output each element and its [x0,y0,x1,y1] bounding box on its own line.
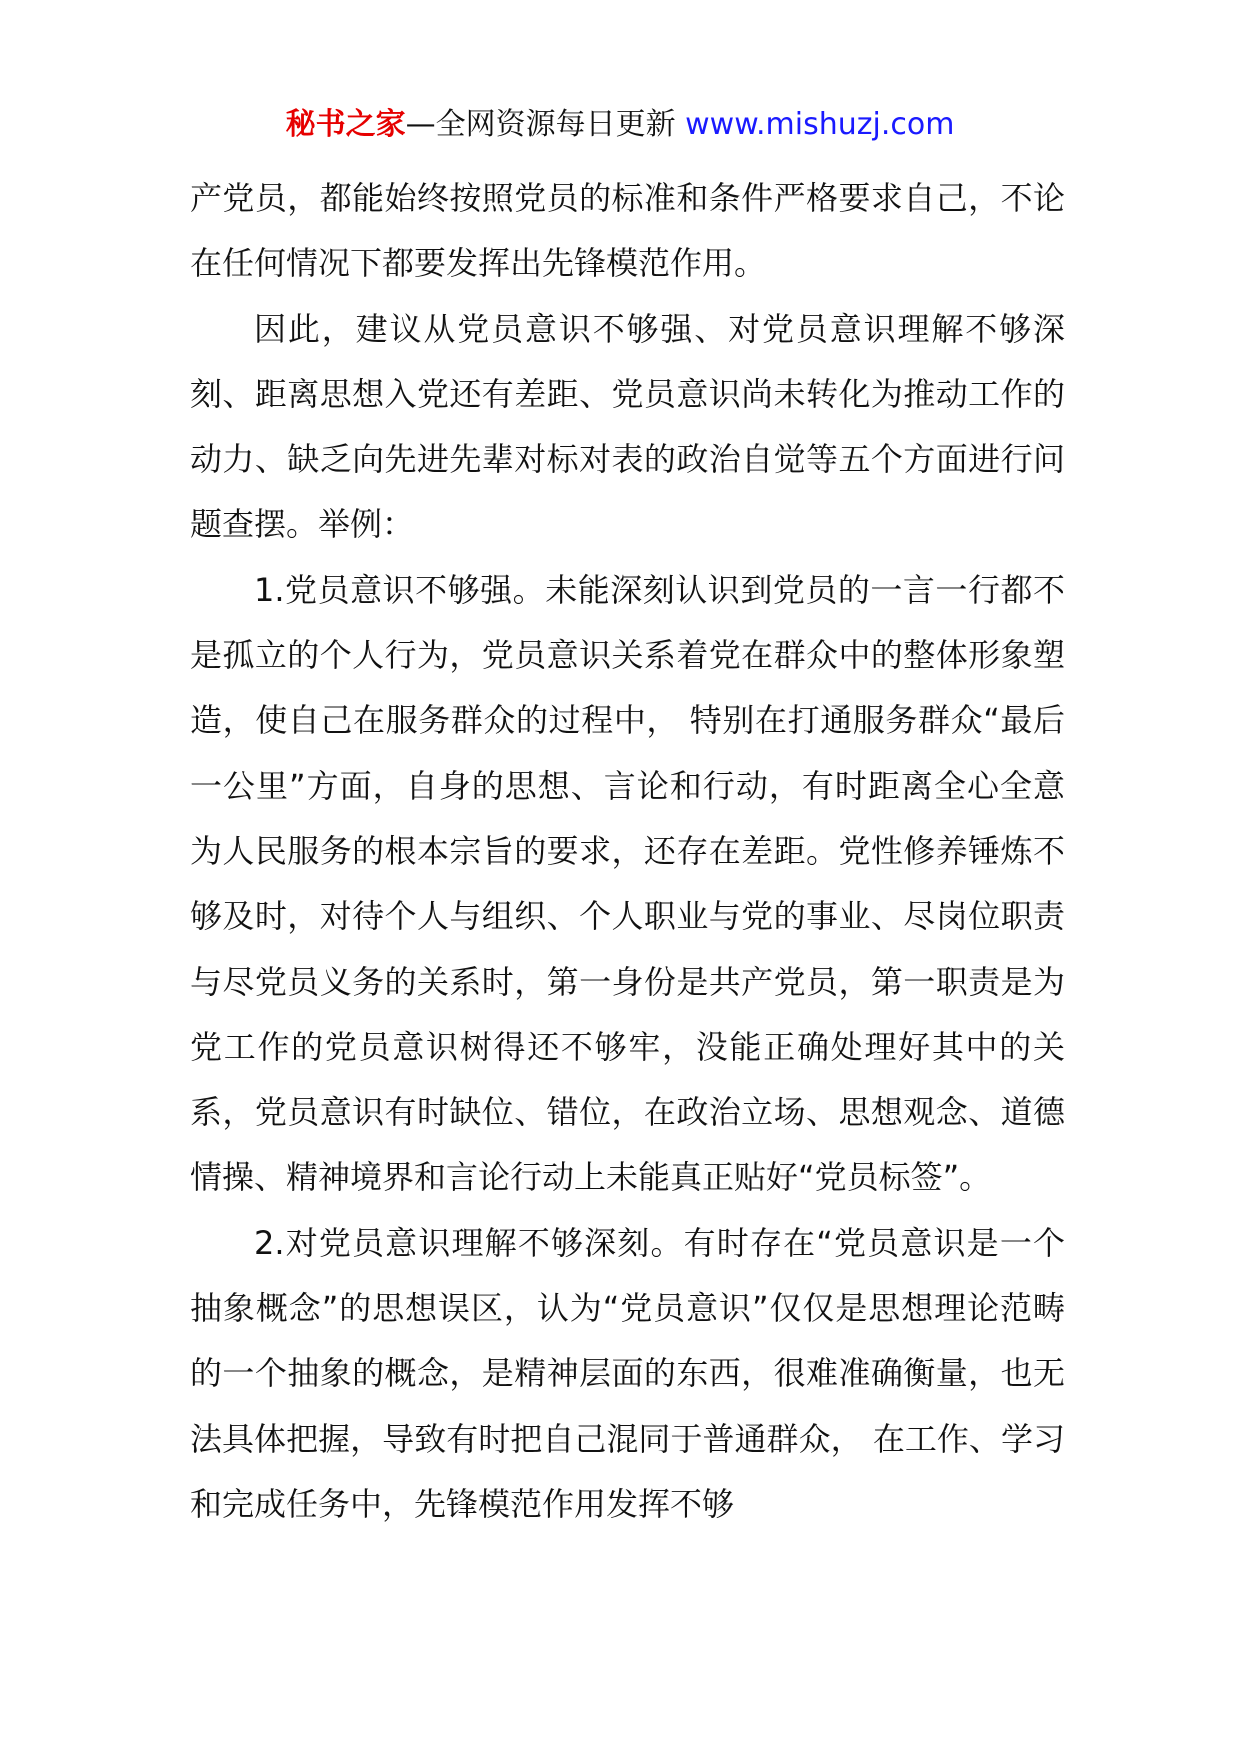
paragraph-item-2: 2.对党员意识理解不够深刻。有时存在“党员意识是一个抽象概念”的思想误区，认为“党员意识”仅仅是思想理论范畴的一个抽象的概念，是精神层面的东西，很难准确衡量，也无法具体把握，导致有时把自己混同于普通群众， 在工作、学习和完成任务中，先锋模范作用发挥不够 [190,1223,1065,1523]
site-brand: 秘书之家 [285,107,406,142]
document-body [190,166,1065,1537]
site-url-link[interactable]: www.mishuzj.com [685,107,955,142]
paragraph-continuation: 产党员，都能始终按照党员的标准和条件严格要求自己，不论在任何情况下都要发挥出先锋模范作用。 [190,179,1065,283]
site-tagline: —全网资源每日更新 [405,107,676,142]
paragraph-item-1: 1.党员意识不够强。未能深刻认识到党员的一言一行都不是孤立的个人行为，党员意识关系着党在群众中的整体形象塑造，使自己在服务群众的过程中， 特别在打通服务群众“最后一公里”方面，自身的思想、言论和行动，有时距离全心全意为人民服务的根本宗旨的要求，还存在差距。党性修养锤炼不够及时，对待个人与组织、个人职业与党的事业、尽岗位职责与尽党员义务的关系时，第一身份是共产党员，第一职责是为党工作的党员意识树得还不够牢，没能正确处理好其中的关系，党员意识有时缺位、错位，在政治立场、思想观念、道德情操、精神境界和言论行动上未能真正贴好“党员标签”。 [190,570,1065,1197]
site-header [0,100,1240,150]
paragraph-intro: 因此，建议从党员意识不够强、对党员意识理解不够深刻、距离思想入党还有差距、党员意识尚未转化为推动工作的动力、缺乏向先进先辈对标对表的政治自觉等五个方面进行问题查摆。举例： [190,309,1065,544]
